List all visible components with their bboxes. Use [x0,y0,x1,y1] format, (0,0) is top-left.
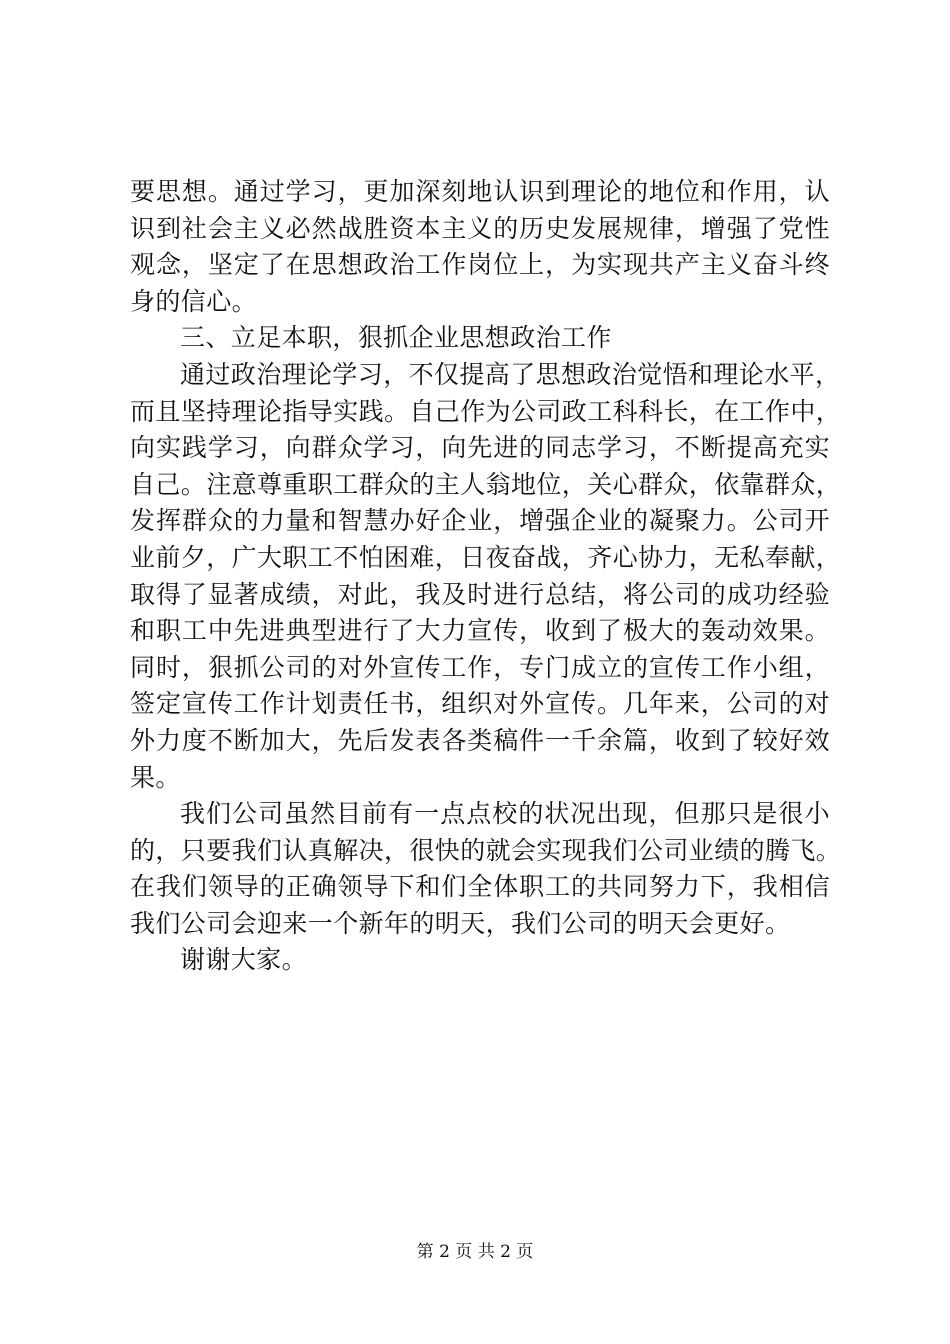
text-line: 同时，狠抓公司的对外宣传工作，专门成立的宣传工作小组， [130,652,830,682]
text-line: 向实践学习，向群众学习，向先进的同志学习，不断提高充实 [130,433,830,463]
text-line: 取得了显著成绩，对此，我及时进行总结，将公司的成功经验 [130,579,830,609]
text-line: 我们公司会迎来一个新年的明天，我们公司的明天会更好。 [130,908,791,938]
text-line: 和职工中先进典型进行了大力宣传，收到了极大的轰动效果。 [130,616,830,646]
text-line: 通过政治理论学习，不仅提高了思想政治觉悟和理论水平， [180,359,841,389]
text-line: 发挥群众的力量和智慧办好企业，增强企业的凝聚力。公司开 [130,506,830,536]
text-line: 签定宣传工作计划责任书，组织对外宣传。几年来，公司的对 [130,689,830,719]
text-line: 观念，坚定了在思想政治工作岗位上，为实现共产主义奋斗终 [130,250,830,280]
text-line: 识到社会主义必然战胜资本主义的历史发展规律，增强了党性 [130,213,830,243]
text-line: 外力度不断加大，先后发表各类稿件一千余篇，收到了较好效 [130,725,830,755]
text-line: 在我们领导的正确领导下和们全体职工的共同努力下，我相信 [130,872,830,902]
document-body [130,174,842,979]
text-line: 而且坚持理论指导实践。自己作为公司政工科科长，在工作中， [130,396,842,426]
text-line: 我们公司虽然目前有一点点校的状况出现，但那只是很小 [180,799,830,829]
text-line: 自己。注意尊重职工群众的主人翁地位，关心群众，依靠群众， [130,469,842,499]
text-line: 的，只要我们认真解决，很快的就会实现我们公司业绩的腾飞。 [130,835,842,865]
text-line: 要思想。通过学习，更加深刻地认识到理论的地位和作用，认 [130,177,830,206]
text-line: 业前夕，广大职工不怕困难，日夜奋战，齐心协力，无私奉献， [130,542,842,572]
text-line: 三、立足本职，狠抓企业思想政治工作 [180,323,612,353]
page-footer: 第 2 页 共 2 页 [416,1242,534,1262]
text-line: 身的信心。 [130,286,258,316]
text-line: 谢谢大家。 [180,945,308,975]
text-line: 果。 [130,762,181,792]
